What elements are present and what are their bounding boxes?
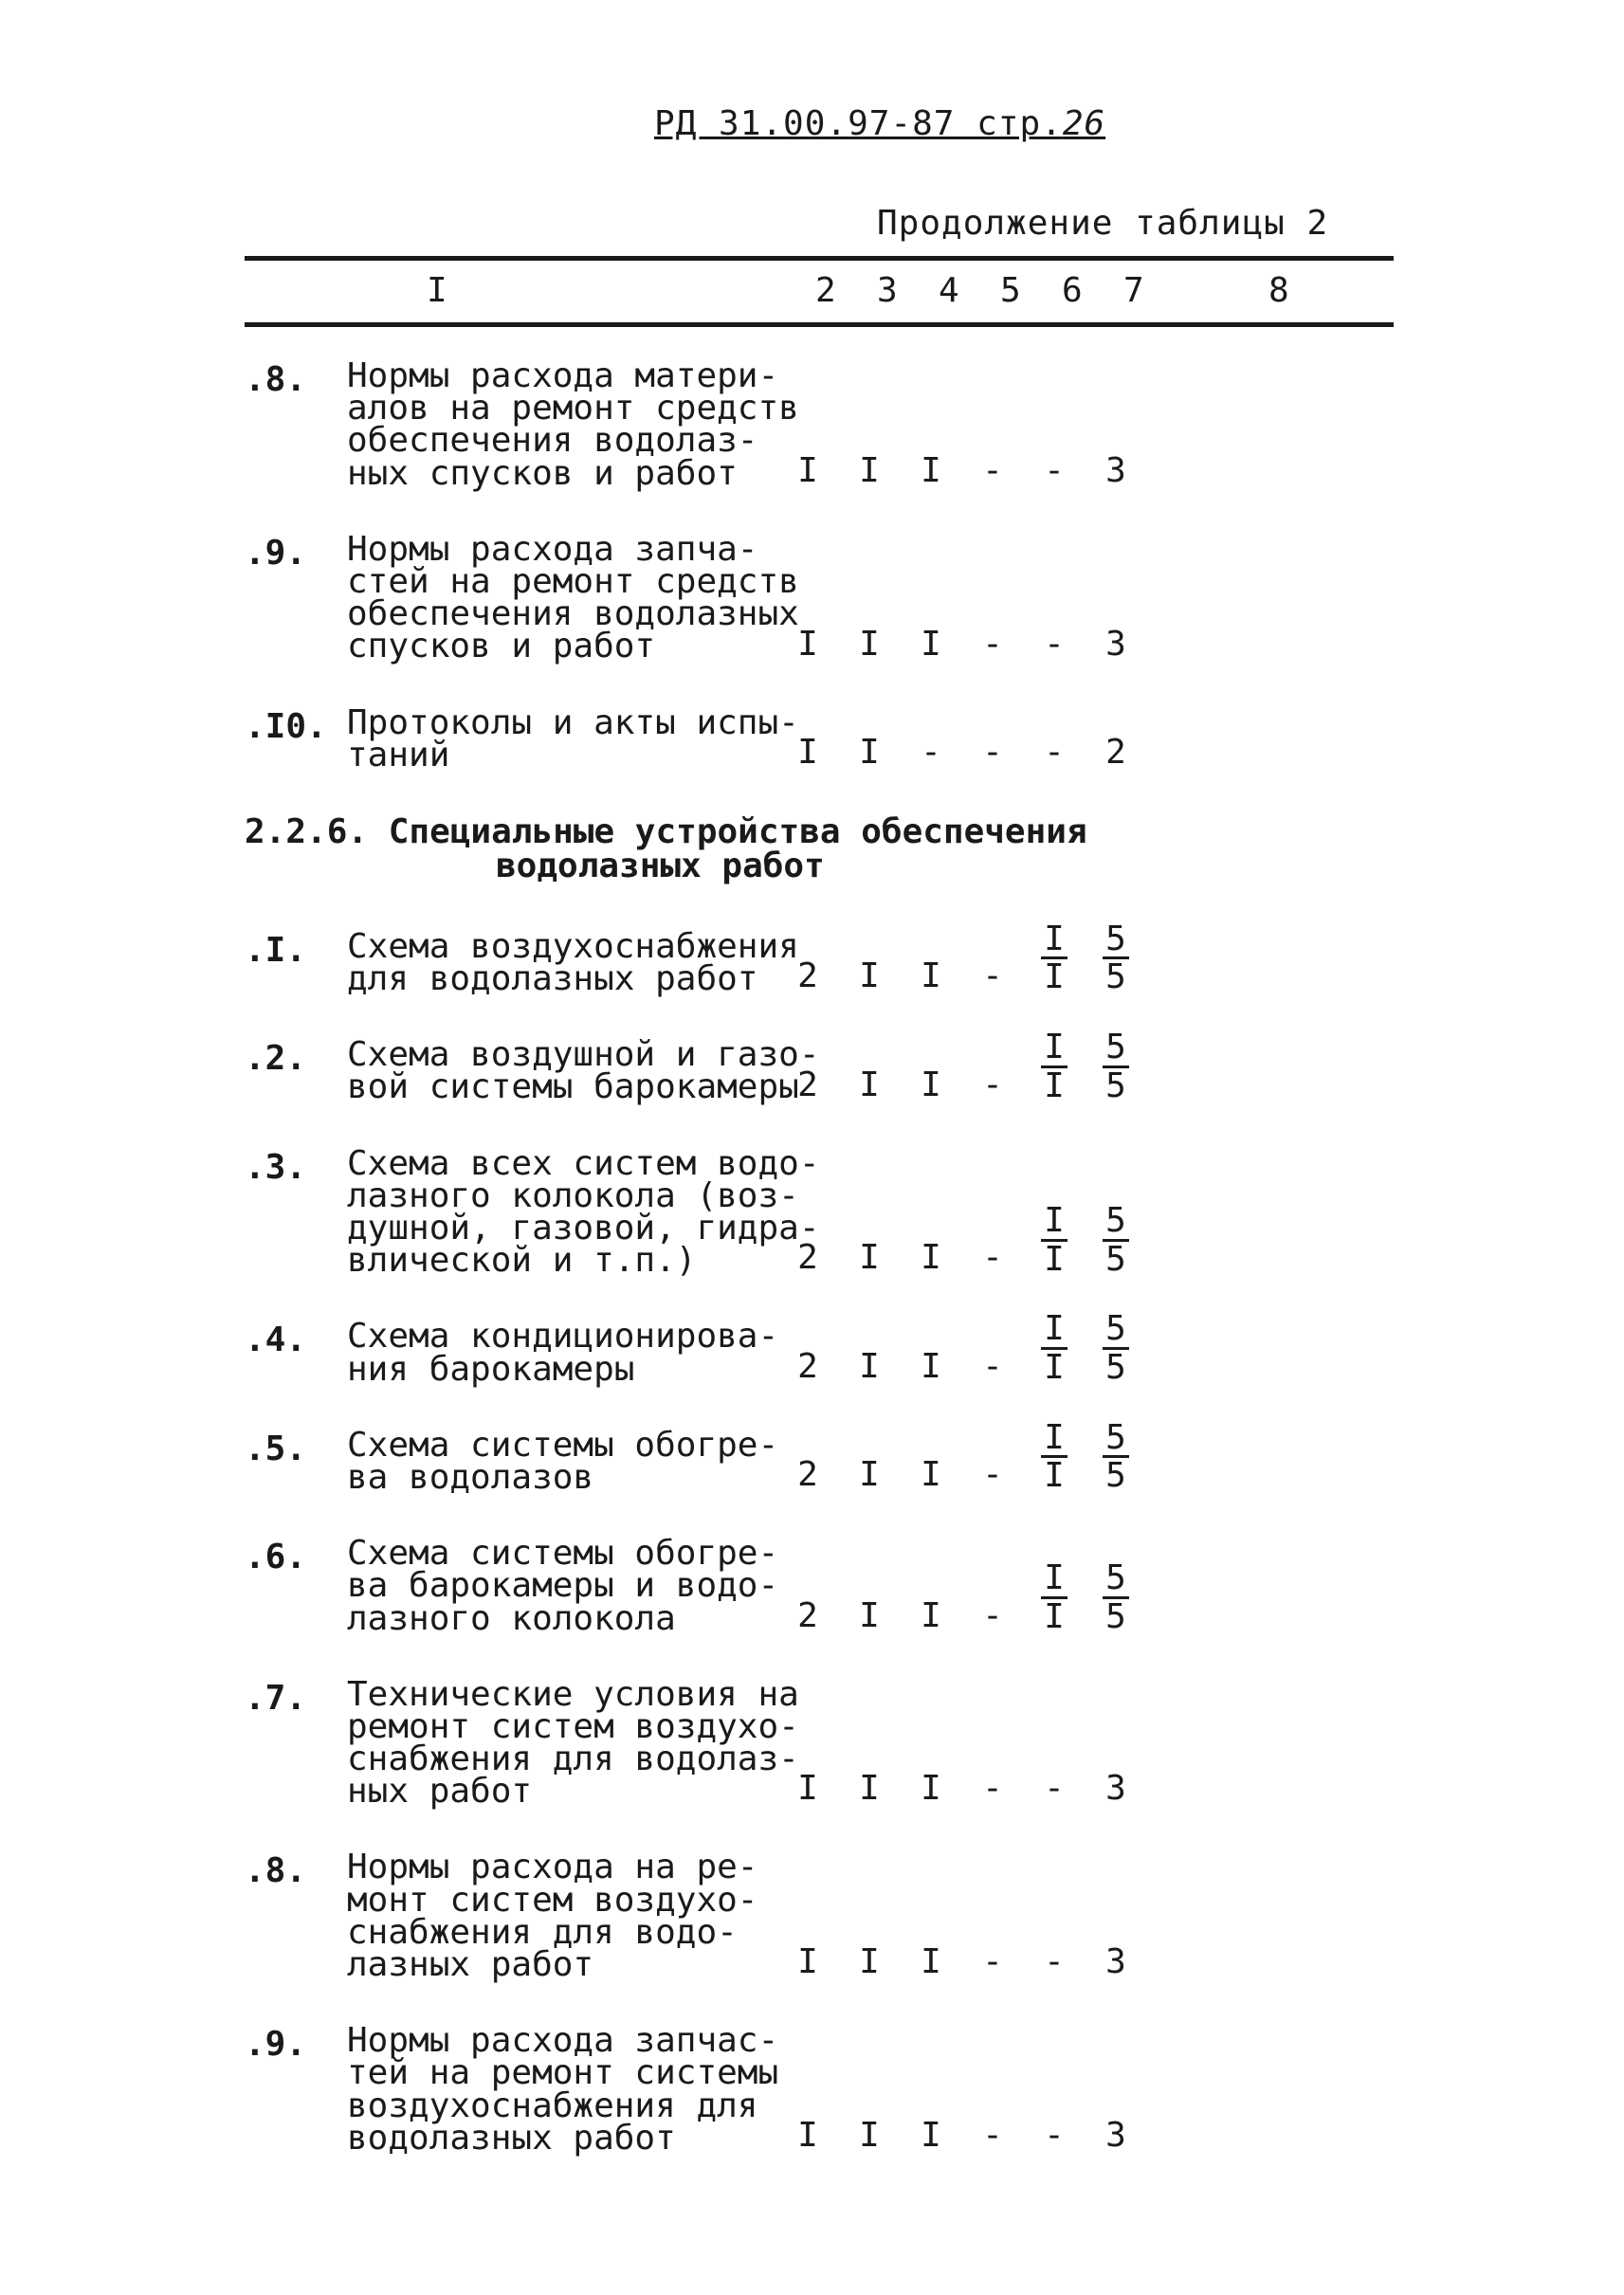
col-header-3: 3 xyxy=(877,271,898,310)
cell-c6: - xyxy=(1044,1942,1065,1982)
col-header-5: 5 xyxy=(1000,271,1021,310)
cell-c2: 2 xyxy=(797,1238,818,1278)
fraction-denominator: 5 xyxy=(1105,1347,1126,1387)
row-number: .9. xyxy=(245,2025,307,2065)
cell-c7: 3 xyxy=(1105,2115,1126,2155)
cell-c2: I xyxy=(797,1942,818,1982)
fraction-denominator: I xyxy=(1044,1456,1065,1496)
fraction-denominator: I xyxy=(1044,957,1065,997)
row-description: Нормы расхода запчас- тей на ремонт системы воздухоснабжения для водолазных работ xyxy=(347,2021,779,2158)
cell-c4: I xyxy=(921,450,941,490)
fraction-numerator: 5 xyxy=(1103,1029,1129,1068)
cell-c4: I xyxy=(921,1595,941,1635)
page-number: 26 xyxy=(1062,104,1106,143)
cell-c6: - xyxy=(1044,624,1065,664)
cell-c3: I xyxy=(859,1065,880,1104)
cell-c6: - xyxy=(1044,450,1065,490)
cell-c3: I xyxy=(859,1769,880,1809)
cell-c5: - xyxy=(982,1346,1003,1386)
row-description: Схема кондиционирова- ния барокамеры xyxy=(347,1317,779,1389)
group-1 xyxy=(245,356,1394,774)
cell-c7-fraction xyxy=(1097,1029,1135,1104)
table-row xyxy=(245,1309,1394,1389)
cell-c7-fraction xyxy=(1097,1200,1135,1279)
cell-c6-fraction xyxy=(1035,1200,1073,1279)
col-header-1: I xyxy=(427,271,447,310)
cell-c6-fraction xyxy=(1035,921,1073,996)
cell-c5: - xyxy=(982,1942,1003,1982)
cell-c7-fraction xyxy=(1097,1560,1135,1635)
cell-c2: 2 xyxy=(797,956,818,996)
page-header xyxy=(654,104,1105,143)
cell-c3: I xyxy=(859,732,880,772)
col-header-7: 7 xyxy=(1123,271,1144,310)
section-heading xyxy=(245,811,1394,885)
section-heading-line2: водолазных работ xyxy=(496,846,825,885)
section-heading-line1: 2.2.6. Специальные устройства обеспечения xyxy=(245,811,1087,851)
cell-c7: 3 xyxy=(1105,1769,1126,1809)
fraction-numerator: 5 xyxy=(1103,921,1129,960)
row-description: Нормы расхода матери- алов на ремонт средств обеспечения водолаз- ных спусков и работ xyxy=(347,356,799,493)
fraction-numerator: 5 xyxy=(1103,1560,1129,1599)
group-3 xyxy=(245,1674,1394,2158)
cell-c2: I xyxy=(797,2115,818,2155)
fraction-denominator: 5 xyxy=(1105,1239,1126,1279)
cell-c6: - xyxy=(1044,732,1065,772)
table-top-rule xyxy=(245,256,1394,261)
cell-c3: I xyxy=(859,1346,880,1386)
table-row xyxy=(245,1143,1394,1281)
cell-c5: - xyxy=(982,732,1003,772)
cell-c6-fraction xyxy=(1035,1560,1073,1635)
table-row xyxy=(245,1848,1394,1984)
row-number: .8. xyxy=(245,1851,307,1891)
cell-c4: - xyxy=(921,732,941,772)
fraction-denominator: I xyxy=(1044,1066,1065,1105)
cell-c5: - xyxy=(982,1769,1003,1809)
cell-c2: I xyxy=(797,732,818,772)
cell-c4: I xyxy=(921,1238,941,1278)
row-description: Схема воздушной и газо- вой системы барокамеры xyxy=(347,1035,820,1107)
cell-c3: I xyxy=(859,2115,880,2155)
row-number: .4. xyxy=(245,1321,307,1360)
fraction-numerator: I xyxy=(1041,921,1067,960)
cell-c4: I xyxy=(921,2115,941,2155)
table-row xyxy=(245,1028,1394,1107)
cell-c7: 2 xyxy=(1105,732,1126,772)
row-description: Нормы расхода запча- стей на ремонт средств обеспечения водолазных спусков и работ xyxy=(347,529,799,666)
table-header-rule xyxy=(245,322,1394,327)
fraction-numerator: 5 xyxy=(1103,1420,1129,1459)
row-number: .8. xyxy=(245,360,307,399)
fraction-numerator: I xyxy=(1041,1029,1067,1068)
cell-c2: 2 xyxy=(797,1065,818,1104)
col-header-6: 6 xyxy=(1062,271,1083,310)
cell-c3: I xyxy=(859,1455,880,1495)
table-row xyxy=(245,1674,1394,1812)
cell-c2: I xyxy=(797,624,818,664)
cell-c3: I xyxy=(859,1942,880,1982)
cell-c4: I xyxy=(921,1942,941,1982)
fraction-numerator: 5 xyxy=(1103,1311,1129,1350)
cell-c5: - xyxy=(982,1065,1003,1104)
cell-c5: - xyxy=(982,1455,1003,1495)
group-2 xyxy=(245,919,1394,1638)
row-description: Схема воздухоснабжения для водолазных работ xyxy=(347,926,799,999)
fraction-denominator: 5 xyxy=(1105,1066,1126,1105)
fraction-denominator: 5 xyxy=(1105,957,1126,997)
cell-c6: - xyxy=(1044,2115,1065,2155)
fraction-denominator: 5 xyxy=(1105,1456,1126,1496)
col-header-4: 4 xyxy=(939,271,959,310)
row-description: Схема системы обогре- ва барокамеры и водо- лазного колокола xyxy=(347,1534,779,1638)
table-row xyxy=(245,702,1394,774)
cell-c4: I xyxy=(921,1769,941,1809)
cell-c4: I xyxy=(921,1455,941,1495)
cell-c2: I xyxy=(797,1769,818,1809)
cell-c4: I xyxy=(921,956,941,996)
cell-c6-fraction xyxy=(1035,1311,1073,1386)
row-description: Схема системы обогре- ва водолазов xyxy=(347,1425,779,1497)
fraction-denominator: I xyxy=(1044,1596,1065,1636)
cell-c7: 3 xyxy=(1105,624,1126,664)
cell-c3: I xyxy=(859,1238,880,1278)
cell-c2: I xyxy=(797,450,818,490)
row-description: Схема всех систем водо- лазного колокола (воз- душной, газовой, гидра- влической и т.п.) xyxy=(347,1143,820,1281)
row-number: .3. xyxy=(245,1147,307,1187)
fraction-numerator: 5 xyxy=(1103,1203,1129,1242)
cell-c5: - xyxy=(982,624,1003,664)
row-number: .2. xyxy=(245,1039,307,1079)
row-description: Протоколы и акты испы- таний xyxy=(347,702,799,774)
cell-c3: I xyxy=(859,624,880,664)
table-row xyxy=(245,529,1394,666)
table-row xyxy=(245,356,1394,493)
continuation-title: Продолжение таблицы 2 xyxy=(877,204,1329,243)
cell-c7-fraction xyxy=(1097,921,1135,996)
fraction-numerator: I xyxy=(1041,1420,1067,1459)
row-number: .7. xyxy=(245,1678,307,1718)
cell-c6-fraction xyxy=(1035,1417,1073,1496)
cell-c5: - xyxy=(982,1595,1003,1635)
cell-c3: I xyxy=(859,956,880,996)
table-row xyxy=(245,919,1394,999)
cell-c3: I xyxy=(859,450,880,490)
cell-c7-fraction xyxy=(1097,1417,1135,1496)
table-row xyxy=(245,1534,1394,1638)
cell-c4: I xyxy=(921,1065,941,1104)
cell-c5: - xyxy=(982,1238,1003,1278)
fraction-denominator: I xyxy=(1044,1239,1065,1279)
row-number: .I. xyxy=(245,930,307,970)
cell-c4: I xyxy=(921,1346,941,1386)
row-number: .5. xyxy=(245,1429,307,1468)
cell-c5: - xyxy=(982,2115,1003,2155)
row-number: .6. xyxy=(245,1538,307,1577)
cell-c5: - xyxy=(982,956,1003,996)
col-header-8: 8 xyxy=(1268,271,1289,310)
row-description: Нормы расхода на ре- монт систем воздухо- снабжения для водо- лазных работ xyxy=(347,1848,758,1984)
cell-c6-fraction xyxy=(1035,1029,1073,1104)
col-header-2: 2 xyxy=(815,271,836,310)
fraction-denominator: 5 xyxy=(1105,1596,1126,1636)
fraction-denominator: I xyxy=(1044,1347,1065,1387)
fraction-numerator: I xyxy=(1041,1560,1067,1599)
cell-c2: 2 xyxy=(797,1455,818,1495)
table-row xyxy=(245,1417,1394,1497)
cell-c2: 2 xyxy=(797,1595,818,1635)
row-number: .I0. xyxy=(245,706,327,746)
table-body xyxy=(245,356,1394,2198)
table-row xyxy=(245,2021,1394,2158)
cell-c7-fraction xyxy=(1097,1311,1135,1386)
cell-c7: 3 xyxy=(1105,450,1126,490)
row-number: .9. xyxy=(245,533,307,573)
fraction-numerator: I xyxy=(1041,1203,1067,1242)
cell-c7: 3 xyxy=(1105,1942,1126,1982)
row-description: Технические условия на ремонт систем воздухо- снабжения для водолаз- ных работ xyxy=(347,1674,799,1812)
fraction-numerator: I xyxy=(1041,1311,1067,1350)
cell-c2: 2 xyxy=(797,1346,818,1386)
cell-c3: I xyxy=(859,1595,880,1635)
cell-c4: I xyxy=(921,624,941,664)
cell-c5: - xyxy=(982,450,1003,490)
doc-code: РД 31.00.97-87 стр. xyxy=(654,104,1063,143)
cell-c6: - xyxy=(1044,1769,1065,1809)
